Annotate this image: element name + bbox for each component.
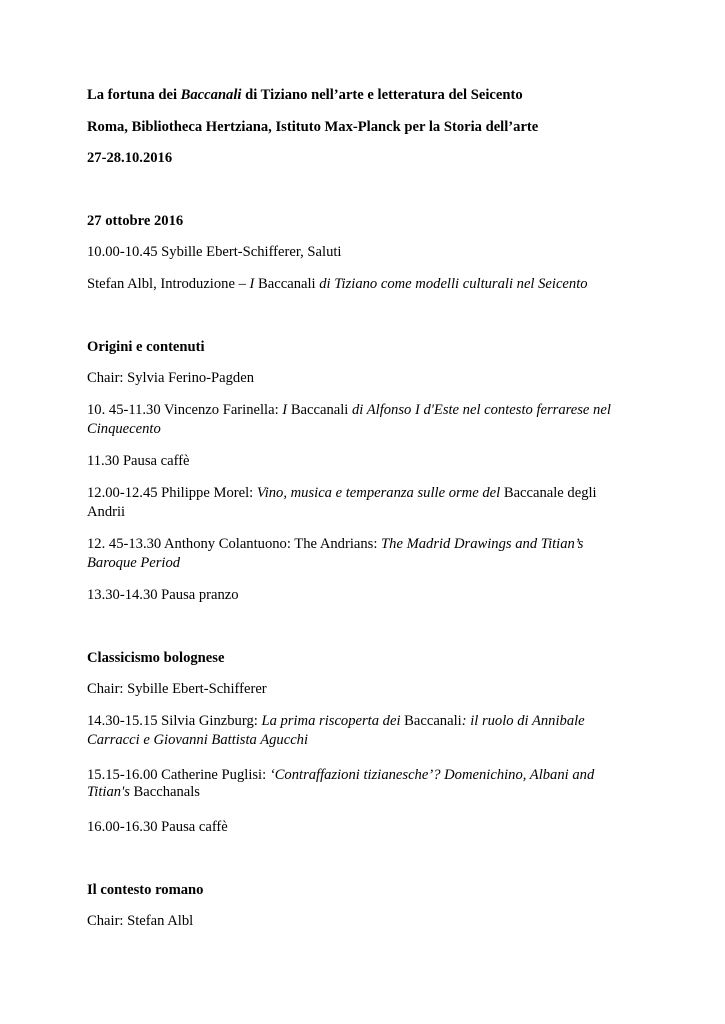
talk-colantuono bbox=[87, 535, 685, 554]
section-heading-contesto: Il contesto romano bbox=[87, 882, 204, 898]
talk-morel bbox=[87, 484, 685, 503]
talk-text-end: Bacchanals bbox=[129, 784, 200, 800]
section-chair: Chair: Sybille Ebert-Schifferer bbox=[87, 681, 267, 697]
intro-text: Stefan Albl, Introduzione – bbox=[87, 276, 250, 292]
section-heading-classicismo: Classicismo bolognese bbox=[87, 650, 225, 666]
intro-italic: I bbox=[249, 276, 255, 292]
title-text-end: di Tiziano nell’arte e letteratura del Seicento bbox=[241, 87, 523, 103]
talk-italic: The Madrid Drawings and Titian’s bbox=[381, 536, 584, 552]
talk-farinella-line2: Cinquecento bbox=[87, 421, 161, 437]
talk-italic: I bbox=[282, 402, 288, 418]
talk-text: 12.00-12.45 Philippe Morel: bbox=[87, 485, 257, 501]
program-welcome: 10.00-10.45 Sybille Ebert-Schifferer, Saluti bbox=[87, 244, 342, 260]
talk-italic-end: di Alfonso I d'Este nel contesto ferrarese nel bbox=[352, 402, 611, 418]
talk-text-mid: Baccanali bbox=[400, 713, 462, 729]
coffee-break: 11.30 Pausa caffè bbox=[87, 453, 190, 469]
day-heading: 27 ottobre 2016 bbox=[87, 213, 184, 229]
title-italic: Baccanali bbox=[180, 87, 242, 103]
talk-text-mid: Baccanali bbox=[287, 402, 352, 418]
section-heading-origini: Origini e contenuti bbox=[87, 339, 205, 355]
coffee-break: 16.00-16.30 Pausa caffè bbox=[87, 819, 228, 835]
title-text: La fortuna dei bbox=[87, 87, 181, 103]
talk-puglisi-line2 bbox=[87, 783, 685, 802]
lunch-break: 13.30-14.30 Pausa pranzo bbox=[87, 587, 239, 603]
talk-text: 12. 45-13.30 Anthony Colantuono: The Andrians: bbox=[87, 536, 382, 552]
section-chair: Chair: Stefan Albl bbox=[87, 913, 194, 929]
talk-italic: Vino, musica e temperanza sulle orme del bbox=[256, 485, 501, 501]
talk-colantuono-line2: Baroque Period bbox=[87, 555, 181, 571]
talk-ginzburg bbox=[87, 712, 685, 731]
section-chair: Chair: Sylvia Ferino-Pagden bbox=[87, 370, 254, 386]
talk-italic: La prima riscoperta dei bbox=[261, 713, 401, 729]
talk-italic-end: : il ruolo di Annibale bbox=[461, 713, 585, 729]
talk-ginzburg-line2: Carracci e Giovanni Battista Agucchi bbox=[87, 732, 309, 748]
intro-italic-end: di Tiziano come modelli culturali nel Seicento bbox=[319, 276, 588, 292]
talk-farinella bbox=[87, 401, 685, 420]
talk-text-end: Baccanale degli bbox=[500, 485, 597, 501]
conference-dates: 27-28.10.2016 bbox=[87, 150, 173, 166]
talk-text: 10. 45-11.30 Vincenzo Farinella: bbox=[87, 402, 283, 418]
talk-text: 15.15-16.00 Catherine Puglisi: bbox=[87, 767, 270, 783]
talk-text: 14.30-15.15 Silvia Ginzburg: bbox=[87, 713, 262, 729]
talk-italic: Titian's bbox=[87, 784, 130, 800]
conference-venue: Roma, Bibliotheca Hertziana, Istituto Max-Planck per la Storia dell’arte bbox=[87, 119, 539, 135]
talk-italic: ‘Contraffazioni tizianesche’? Domenichino, Albani and bbox=[269, 767, 595, 783]
program-intro bbox=[87, 275, 685, 294]
talk-morel-line2: Andrii bbox=[87, 504, 126, 520]
conference-title bbox=[87, 86, 685, 105]
intro-text-mid: Baccanali bbox=[254, 276, 320, 292]
